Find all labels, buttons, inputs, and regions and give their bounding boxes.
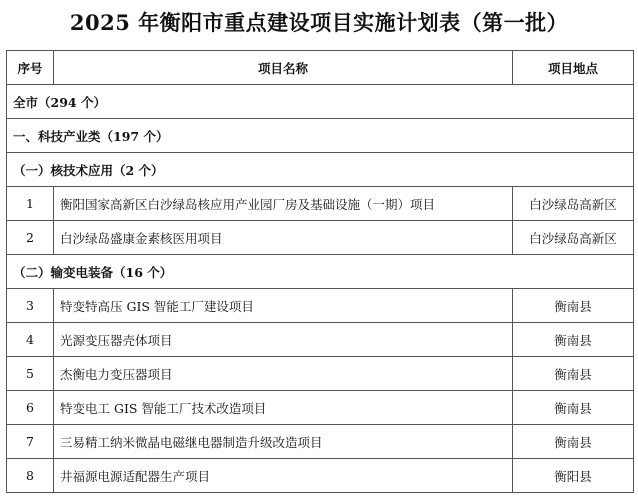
row-location: 白沙绿岛高新区 [513,221,634,255]
row-location: 白沙绿岛高新区 [513,187,634,221]
row-location: 衡南县 [513,323,634,357]
row-seq: 6 [7,391,54,425]
section-label: 一、科技产业类（197 个） [7,119,634,153]
row-project-name: 特变特高压 GIS 智能工厂建设项目 [54,289,513,323]
row-project-name: 特变电工 GIS 智能工厂技术改造项目 [54,391,513,425]
row-seq: 5 [7,357,54,391]
section-row [7,85,634,119]
section-row [7,255,634,289]
row-seq: 7 [7,425,54,459]
table-row [7,221,634,255]
table-row [7,459,634,493]
section-row [7,153,634,187]
row-project-name: 光源变压器壳体项目 [54,323,513,357]
row-project-name: 杰衡电力变压器项目 [54,357,513,391]
page-title: 2025 年衡阳市重点建设项目实施计划表（第一批） [69,10,569,35]
row-seq: 4 [7,323,54,357]
project-table [6,50,634,493]
section-row [7,119,634,153]
row-project-name: 三易精工纳米微晶电磁继电器制造升级改造项目 [54,425,513,459]
row-project-name: 白沙绿岛盛康金素核医用项目 [54,221,513,255]
table-row [7,425,634,459]
table-row [7,323,634,357]
row-location: 衡南县 [513,391,634,425]
header-location: 项目地点 [513,51,634,85]
row-location: 衡南县 [513,425,634,459]
row-project-name: 井福源电源适配器生产项目 [54,459,513,493]
table-header-row [7,51,634,85]
table-row [7,289,634,323]
row-seq: 1 [7,187,54,221]
row-seq: 2 [7,221,54,255]
table-row [7,357,634,391]
row-seq: 8 [7,459,54,493]
row-location: 衡阳县 [513,459,634,493]
table-row [7,187,634,221]
table-row [7,391,634,425]
row-location: 衡南县 [513,289,634,323]
section-label: （一）核技术应用（2 个） [7,153,634,187]
header-project-name: 项目名称 [54,51,513,85]
row-location: 衡南县 [513,357,634,391]
row-seq: 3 [7,289,54,323]
section-label: （二）输变电装备（16 个） [7,255,634,289]
header-seq: 序号 [7,51,54,85]
section-label: 全市（294 个） [7,85,634,119]
row-project-name: 衡阳国家高新区白沙绿岛核应用产业园厂房及基础设施（一期）项目 [54,187,513,221]
